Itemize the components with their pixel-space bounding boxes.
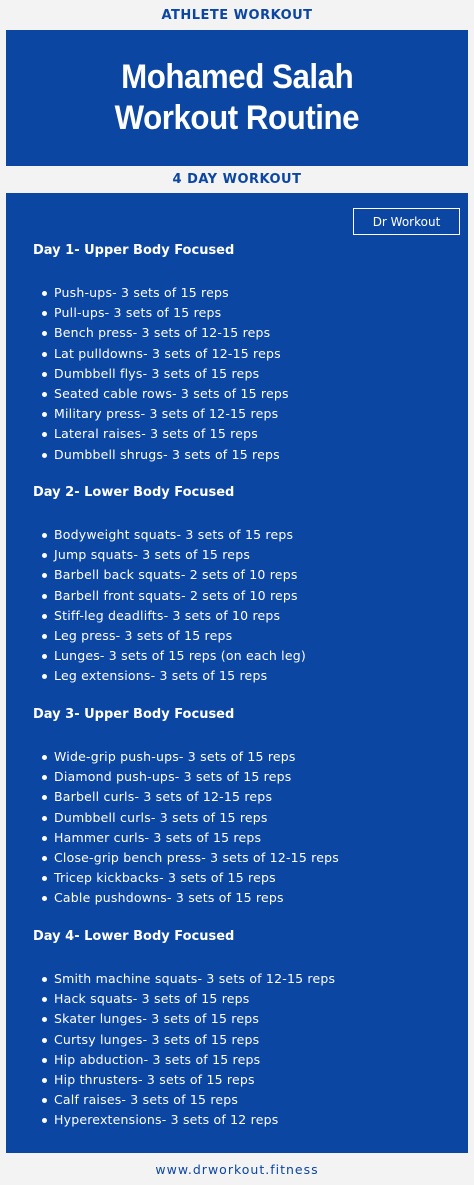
day-2-section xyxy=(33,482,306,687)
exercise-item: Tricep kickbacks- 3 sets of 15 reps xyxy=(33,868,339,888)
day-1-section xyxy=(33,240,289,465)
exercise-item: Calf raises- 3 sets of 15 reps xyxy=(33,1090,335,1110)
athlete-workout-label: ATHLETE WORKOUT xyxy=(161,7,313,23)
exercise-item: Dumbbell shrugs- 3 sets of 15 reps xyxy=(33,445,289,465)
exercise-item: Lat pulldowns- 3 sets of 12-15 reps xyxy=(33,344,289,364)
exercise-item: Diamond push-ups- 3 sets of 15 reps xyxy=(33,767,339,787)
exercise-item: Curtsy lunges- 3 sets of 15 reps xyxy=(33,1030,335,1050)
title-line-2: Workout Routine xyxy=(114,99,360,137)
workout-days-label: 4 DAY WORKOUT xyxy=(172,171,302,187)
exercise-item: Leg extensions- 3 sets of 15 reps xyxy=(33,666,306,686)
exercise-item: Cable pushdowns- 3 sets of 15 reps xyxy=(33,888,339,908)
day-3-section xyxy=(33,704,339,909)
exercise-item: Barbell back squats- 2 sets of 10 reps xyxy=(33,565,306,585)
title-banner xyxy=(6,30,468,166)
exercise-item: Skater lunges- 3 sets of 15 reps xyxy=(33,1009,335,1029)
day-4-title: Day 4- Lower Body Focused xyxy=(33,928,235,944)
exercise-item: Bench press- 3 sets of 12-15 reps xyxy=(33,323,289,343)
exercise-item: Wide-grip push-ups- 3 sets of 15 reps xyxy=(33,747,339,767)
exercise-item: Bodyweight squats- 3 sets of 15 reps xyxy=(33,525,306,545)
exercise-item: Lunges- 3 sets of 15 reps (on each leg) xyxy=(33,646,306,666)
exercise-item: Hip abduction- 3 sets of 15 reps xyxy=(33,1050,335,1070)
exercise-item: Close-grip bench press- 3 sets of 12-15 reps xyxy=(33,848,339,868)
title-line-1: Mohamed Salah xyxy=(120,58,354,96)
brand-badge: Dr Workout xyxy=(353,208,460,235)
exercise-item: Dumbbell flys- 3 sets of 15 reps xyxy=(33,364,289,384)
day-4-section xyxy=(33,926,335,1131)
day-3-exercise-list xyxy=(33,747,339,909)
exercise-item: Dumbbell curls- 3 sets of 15 reps xyxy=(33,808,339,828)
exercise-item: Hip thrusters- 3 sets of 15 reps xyxy=(33,1070,335,1090)
workout-content-panel xyxy=(6,193,468,1153)
exercise-item: Pull-ups- 3 sets of 15 reps xyxy=(33,303,289,323)
exercise-item: Hack squats- 3 sets of 15 reps xyxy=(33,989,335,1009)
exercise-item: Jump squats- 3 sets of 15 reps xyxy=(33,545,306,565)
exercise-item: Smith machine squats- 3 sets of 12-15 reps xyxy=(33,969,335,989)
exercise-item: Lateral raises- 3 sets of 15 reps xyxy=(33,424,289,444)
day-4-exercise-list xyxy=(33,969,335,1131)
exercise-item: Push-ups- 3 sets of 15 reps xyxy=(33,283,289,303)
day-1-title: Day 1- Upper Body Focused xyxy=(33,242,235,258)
exercise-item: Barbell front squats- 2 sets of 10 reps xyxy=(33,586,306,606)
day-2-title: Day 2- Lower Body Focused xyxy=(33,484,235,500)
day-2-exercise-list xyxy=(33,525,306,687)
day-1-exercise-list xyxy=(33,283,289,465)
exercise-item: Hyperextensions- 3 sets of 12 reps xyxy=(33,1110,335,1130)
exercise-item: Stiff-leg deadlifts- 3 sets of 10 reps xyxy=(33,606,306,626)
exercise-item: Seated cable rows- 3 sets of 15 reps xyxy=(33,384,289,404)
day-3-title: Day 3- Upper Body Focused xyxy=(33,706,235,722)
exercise-item: Leg press- 3 sets of 15 reps xyxy=(33,626,306,646)
exercise-item: Barbell curls- 3 sets of 12-15 reps xyxy=(33,787,339,807)
website-footer: www.drworkout.fitness xyxy=(155,1161,319,1177)
exercise-item: Hammer curls- 3 sets of 15 reps xyxy=(33,828,339,848)
exercise-item: Military press- 3 sets of 12-15 reps xyxy=(33,404,289,424)
